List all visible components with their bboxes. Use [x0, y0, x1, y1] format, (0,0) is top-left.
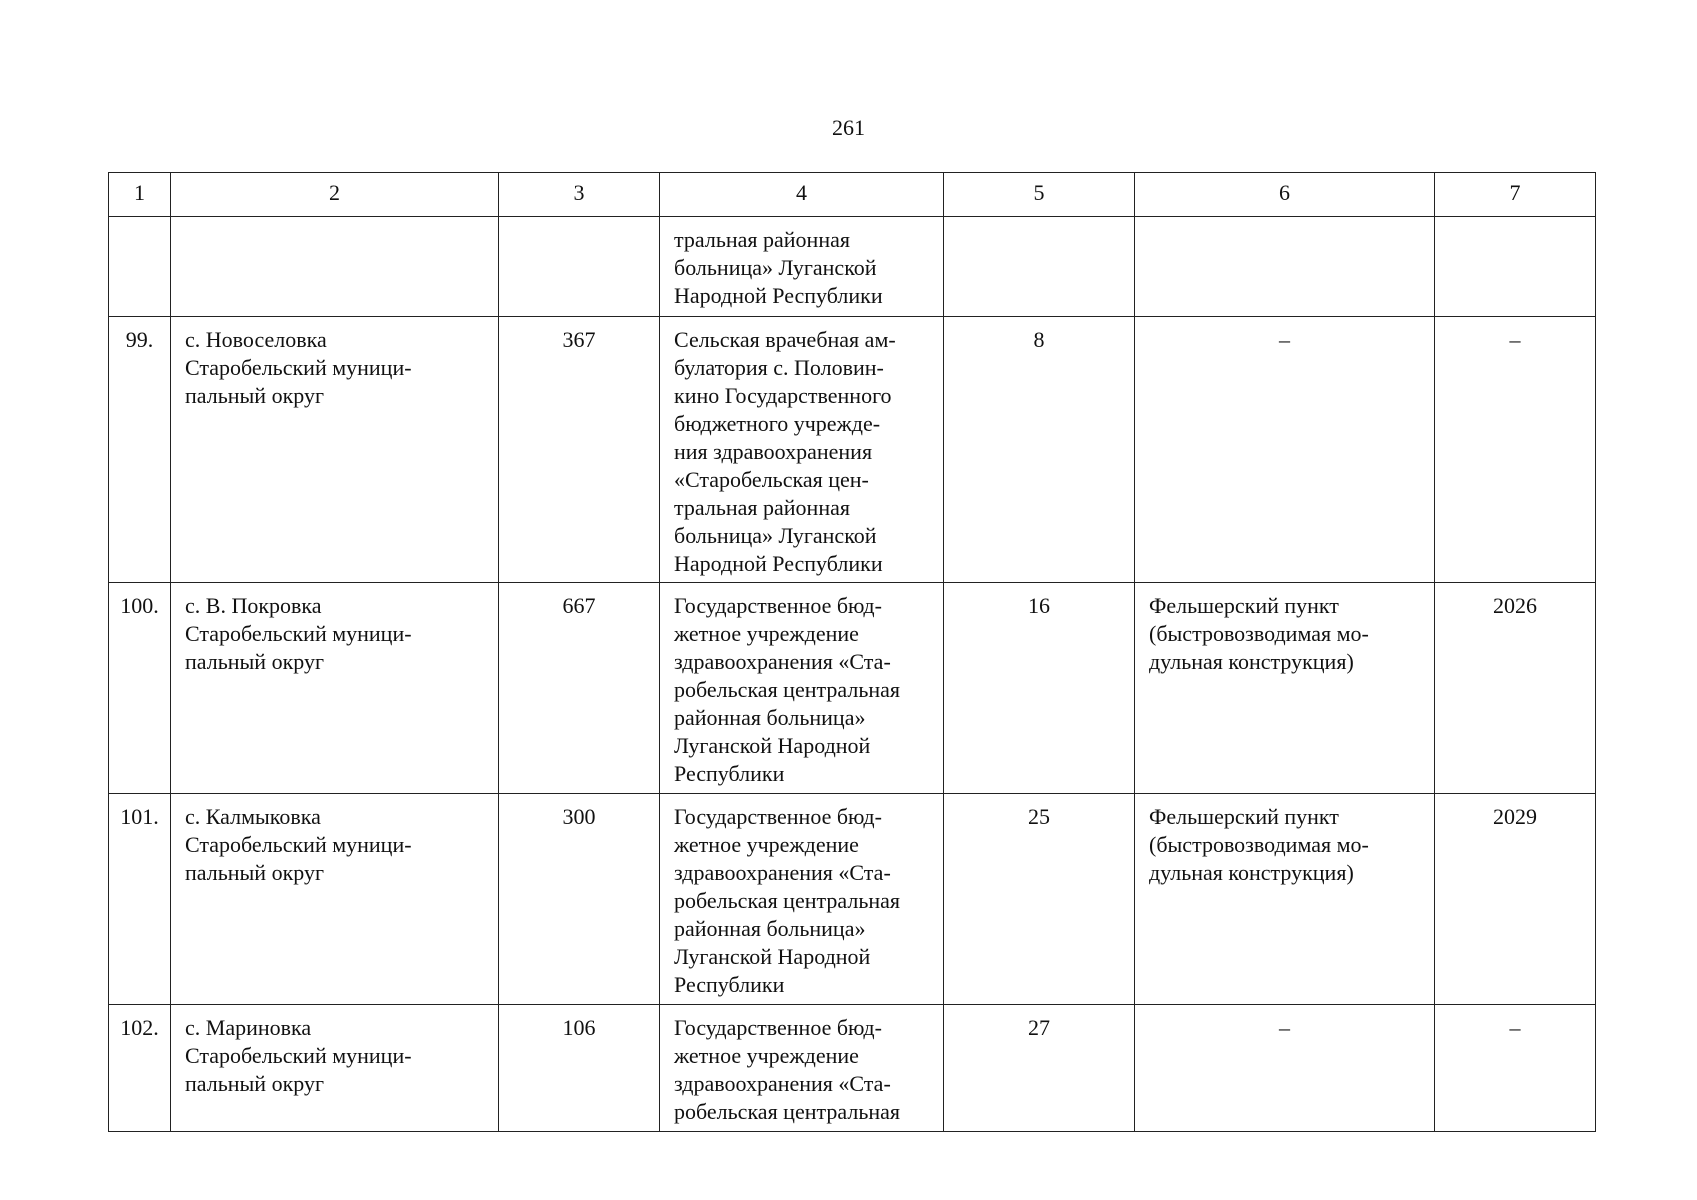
table-row	[109, 217, 1596, 317]
cell-text-line: Республики	[674, 761, 785, 786]
header-cell: 7	[1435, 173, 1596, 217]
settlement-cell	[171, 1005, 499, 1132]
row-number-cell: 99.	[109, 317, 171, 583]
year-cell: 2026	[1435, 583, 1596, 794]
cell-text-line: кино Государственного	[674, 383, 892, 408]
cell-text-line: районная больница»	[674, 916, 866, 941]
table-row	[109, 583, 1596, 794]
cell-text-line: булатория с. Половин-	[674, 355, 884, 380]
row-number-cell	[109, 217, 171, 317]
data-table	[108, 172, 1596, 1132]
cell-text-line: Луганской Народной	[674, 944, 871, 969]
cell-text-line: больница» Луганской	[674, 523, 877, 548]
year-cell	[1435, 217, 1596, 317]
cell-text-line: –	[1279, 1015, 1290, 1040]
institution-cell	[660, 217, 944, 317]
cell-text-line: тральная районная	[674, 495, 850, 520]
table-row	[109, 794, 1596, 1005]
cell-text-line: пальный округ	[185, 383, 324, 408]
header-cell: 3	[499, 173, 660, 217]
institution-cell	[660, 1005, 944, 1132]
settlement-cell	[171, 583, 499, 794]
distance-cell	[944, 217, 1135, 317]
cell-text-line: здравоохранения «Ста-	[674, 1071, 891, 1096]
cell-text-line: «Старобельская цен-	[674, 467, 869, 492]
population-cell: 106	[499, 1005, 660, 1132]
cell-text-line: Старобельский муници-	[185, 1043, 412, 1068]
cell-text-line: здравоохранения «Ста-	[674, 649, 891, 674]
cell-text-line: робельская центральная	[674, 1099, 901, 1124]
page-number: 261	[832, 115, 865, 140]
cell-text-line: с. Калмыковка	[185, 804, 321, 829]
cell-text-line: Луганской Народной	[674, 733, 871, 758]
population-cell: 667	[499, 583, 660, 794]
cell-text-line: жетное учреждение	[674, 1043, 859, 1068]
distance-cell: 8	[944, 317, 1135, 583]
settlement-cell	[171, 794, 499, 1005]
cell-text-line: дульная конструкция)	[1149, 649, 1354, 674]
distance-cell: 27	[944, 1005, 1135, 1132]
facility-cell	[1135, 1005, 1435, 1132]
distance-cell: 25	[944, 794, 1135, 1005]
cell-text-line: Республики	[674, 972, 785, 997]
cell-text-line: Старобельский муници-	[185, 832, 412, 857]
table-row	[109, 1005, 1596, 1132]
cell-text-line: робельская центральная	[674, 888, 901, 913]
cell-text-line: пальный округ	[185, 860, 324, 885]
cell-text-line: с. В. Покровка	[185, 593, 322, 618]
cell-text-line: Старобельский муници-	[185, 621, 412, 646]
row-number-cell: 101.	[109, 794, 171, 1005]
table-body	[109, 173, 1596, 1132]
cell-text-line: Государственное бюд-	[674, 1015, 882, 1040]
row-number-cell: 100.	[109, 583, 171, 794]
cell-text-line: робельская центральная	[674, 677, 901, 702]
facility-cell	[1135, 794, 1435, 1005]
cell-text-line: жетное учреждение	[674, 832, 859, 857]
facility-cell	[1135, 217, 1435, 317]
cell-text-line: тральная районная	[674, 227, 850, 252]
institution-cell	[660, 794, 944, 1005]
table-row	[109, 317, 1596, 583]
cell-text-line: ния здравоохранения	[674, 439, 873, 464]
cell-text-line: Старобельский муници-	[185, 355, 412, 380]
cell-text-line: пальный округ	[185, 649, 324, 674]
cell-text-line: –	[1279, 327, 1290, 352]
cell-text-line: Народной Республики	[674, 551, 883, 576]
header-cell: 5	[944, 173, 1135, 217]
cell-text-line: бюджетного учрежде-	[674, 411, 881, 436]
institution-cell	[660, 583, 944, 794]
facility-cell	[1135, 317, 1435, 583]
settlement-cell	[171, 217, 499, 317]
header-cell: 4	[660, 173, 944, 217]
settlement-cell	[171, 317, 499, 583]
cell-text-line: Народной Республики	[674, 283, 883, 308]
facility-cell	[1135, 583, 1435, 794]
cell-text-line: больница» Луганской	[674, 255, 877, 280]
year-cell: 2029	[1435, 794, 1596, 1005]
cell-text-line: с. Новоселовка	[185, 327, 327, 352]
cell-text-line: жетное учреждение	[674, 621, 859, 646]
row-number-cell: 102.	[109, 1005, 171, 1132]
cell-text-line: Государственное бюд-	[674, 804, 882, 829]
year-cell: –	[1435, 317, 1596, 583]
cell-text-line: районная больница»	[674, 705, 866, 730]
table-header-row	[109, 173, 1596, 217]
cell-text-line: здравоохранения «Ста-	[674, 860, 891, 885]
distance-cell: 16	[944, 583, 1135, 794]
cell-text-line: с. Мариновка	[185, 1015, 312, 1040]
institution-cell	[660, 317, 944, 583]
header-cell: 1	[109, 173, 171, 217]
cell-text-line: (быстровозводимая мо-	[1149, 621, 1369, 646]
cell-text-line: (быстровозводимая мо-	[1149, 832, 1369, 857]
year-cell: –	[1435, 1005, 1596, 1132]
cell-text-line: Государственное бюд-	[674, 593, 882, 618]
cell-text-line: Фельшерский пункт	[1149, 593, 1339, 618]
header-cell: 2	[171, 173, 499, 217]
population-cell: 367	[499, 317, 660, 583]
cell-text-line: дульная конструкция)	[1149, 860, 1354, 885]
population-cell	[499, 217, 660, 317]
cell-text-line: пальный округ	[185, 1071, 324, 1096]
population-cell: 300	[499, 794, 660, 1005]
header-cell: 6	[1135, 173, 1435, 217]
cell-text-line: Сельская врачебная ам-	[674, 327, 896, 352]
cell-text-line: Фельшерский пункт	[1149, 804, 1339, 829]
